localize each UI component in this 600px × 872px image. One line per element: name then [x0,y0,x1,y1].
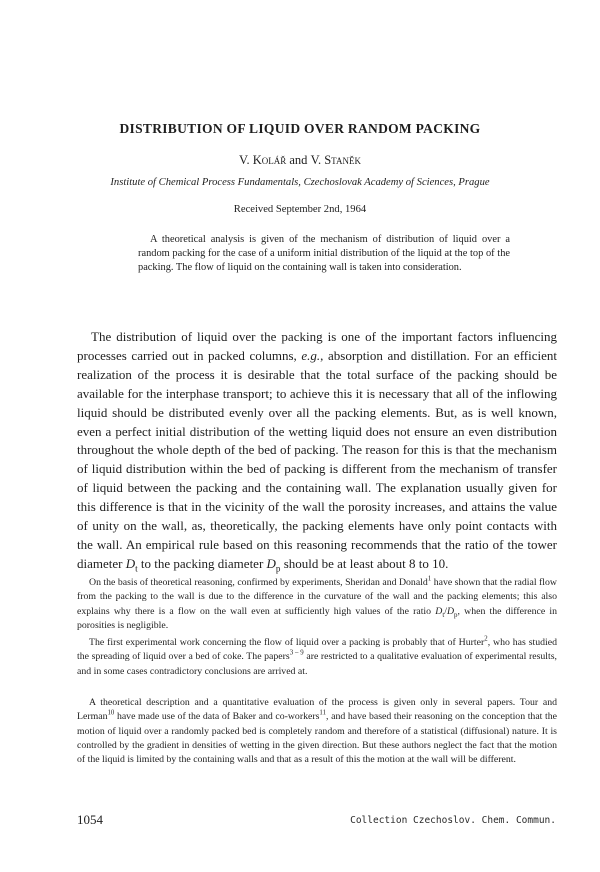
para2-text-3: , when the difference in porosities is negligible. [77,605,558,631]
reference-2: 2 [484,635,488,643]
para2-symbol-dt: D [435,605,443,617]
paper-title: DISTRIBUTION OF LIQUID OVER RANDOM PACKING [119,121,481,136]
para4-text-1: A theoretical description and a quantitative evaluation of the process is given only in several papers. Tour and Lerman [77,697,557,723]
para3-text-3: are restricted to a qualitative evaluation of experimental results, and in some cases contradictory conclusions are arrived at. [77,651,558,677]
author-2: V. Staněk [310,153,361,167]
reference-11: 11 [319,710,327,718]
intro-eg: e.g. [301,347,321,363]
reference-3-9: 3 – 9 [289,650,304,658]
para4-text-2: have made use of the data of Baker and co-workers [114,711,320,723]
paragraph-sheridan-donald [77,576,557,633]
reference-10: 10 [107,710,115,718]
journal-name: Collection Czechoslov. Chem. Commun. [350,815,556,826]
para4-text-3: , and have based their reasoning on the conception that the motion of liquid over a randomly packed bed is completely random and therefore of a statistical (diffusional) nature. It is controlled by the gradient in densities of wetting in the given direction. But these authors neglect the fact that the motion of the liquid is limited by the containing walls and that as a result of this the motion at the wall will be different. [77,711,557,766]
symbol-packing-diameter: D [266,555,276,571]
abstract: A theoretical analysis is given of the mechanism of distribution of liquid over a random packing for the case of a uniform initial distribution of the liquid at the top of the packing. The flow of liquid on the containing wall is taken into consideration. [138,234,510,274]
reference-1: 1 [427,575,432,583]
para3-text-2: , who has studied the spreading of liquid over a bed of coke. The papers [77,637,557,663]
para2-symbol-dp-subscript: p [454,611,458,619]
para2-symbol-dp: D [446,605,455,617]
para2-text-1: On the basis of theoretical reasoning, confirmed by experiments, Sheridan and Donald [89,577,428,588]
para3-text-1: The first experimental work concerning the flow of liquid over a packing is probably that of Hurter [89,637,485,648]
author-1: V. Kolář [239,153,287,167]
intro-text-2: , absorption and distillation. For an efficient realization of the process it is desirable that the total surface of the packing should be available for the interphase transport; to achieve this it is necessary that all of the inflowing liquid should be distributed evenly over all the packing elements. But, as is well known, even a perfect initial distribution of the wetting liquid does not ensure an even distribution throughout the whole depth of the bed of packing. The reason for this is that the mechanism of liquid distribution within the bed of packing is different from the mechanism of transfer of liquid between the packing and the containing wall. The explanation usually given for this difference is that in the vicinity of the wall the porosity increases, and attains the value of unity on the wall, as, theoretically, the packing elements have only point contacts with the wall. An empirical rule based on this reasoning recommends that the ratio of the tower diameter [77,347,557,571]
intro-text-4: should be at least about 8 to 10. [280,555,449,571]
institute-affiliation: Institute of Chemical Process Fundamentals, Czechoslovak Academy of Sciences, Prague [110,177,490,188]
symbol-tower-diameter: D [125,555,136,571]
para2-ratio-slash: / [444,605,447,617]
paragraph-tour-lerman [77,696,557,767]
intro-text-1: The distribution of liquid over the packing is one of the important factors influencing processes carried out in packed columns, [77,329,557,363]
intro-paragraph [77,328,557,574]
intro-text-3: to the packing diameter [137,555,267,571]
para2-symbol-dt-subscript: t [442,611,445,619]
paragraph-hurter [77,636,557,679]
paper-authors [0,153,600,168]
author-conjunction: and [289,153,308,167]
received-date: Received September 2nd, 1964 [233,204,367,215]
symbol-tower-diameter-subscript: t [135,563,138,574]
page-number: 1054 [77,812,103,827]
symbol-packing-diameter-subscript: p [275,563,281,574]
para2-text-2: have shown that the radial flow from the packing to the wall is due to the difference in the curvature of the wall and the packing elements; this also explains why there is a flow on the wall even at sufficiently high values of the ratio [77,577,557,617]
